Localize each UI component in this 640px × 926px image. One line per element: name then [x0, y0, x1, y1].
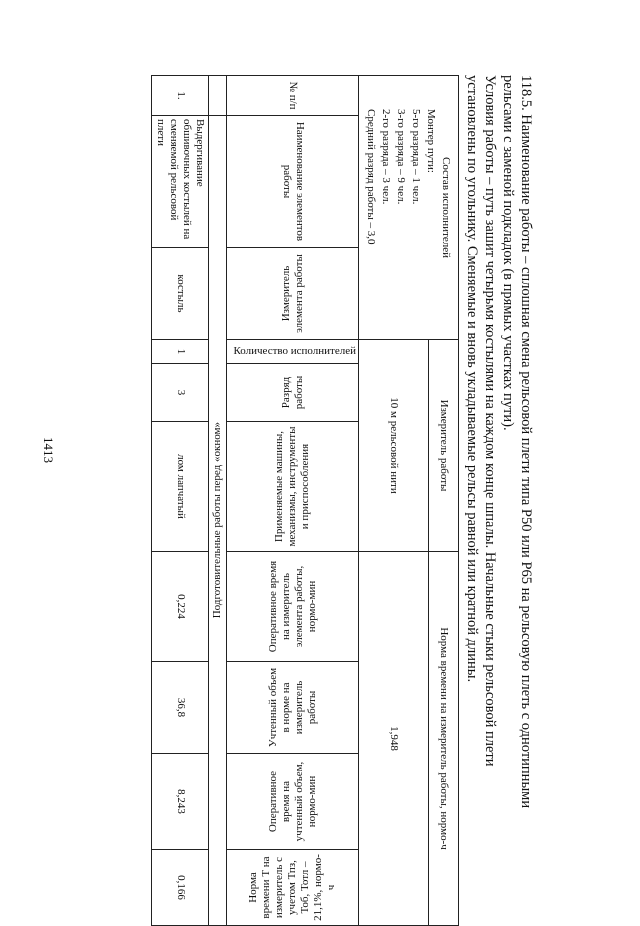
row-op-time: 0,224 — [152, 552, 209, 662]
crew-line: Монтер пути: — [425, 109, 438, 173]
col-op-time-header — [227, 552, 359, 662]
crew-cell — [359, 76, 459, 340]
intro-line-3: Условия работы – путь зашит четырьмя костылями на каждом конце шпалы. Начальные стыки рельсовой плети — [482, 75, 498, 767]
col-workers-header — [227, 340, 359, 364]
measure-header: Измеритель работы — [429, 340, 459, 552]
col-volume-header — [227, 662, 359, 754]
crew-header: Состав исполнителей — [440, 157, 453, 258]
col-elem-meter-header — [227, 248, 359, 340]
row-tools: лом лапчатый — [152, 422, 209, 552]
col-grade-header — [227, 364, 359, 422]
norm-header: Норма времени на измеритель работы, нормо-ч — [429, 552, 459, 926]
section-label: Подготовительные работы перед «окном» — [211, 422, 224, 619]
col-num-header: № п/п — [227, 76, 359, 116]
col-elem-meter-label: Измеритель элемента работы — [279, 254, 305, 333]
row-workers: 1 — [152, 340, 209, 364]
col-op-volume-label: Оперативное время на учтенный объем, нормо-мин — [266, 761, 318, 842]
crew-line: 5-го разряда – 1 чел. — [410, 109, 423, 205]
col-workers-label: Количество исполнителей — [233, 345, 356, 357]
row-name: Выдергивание обшивочных костылей на сменяемой рельсовой плети — [152, 116, 209, 248]
col-norm-label: Норма времени Т на измеритель с учетом Тпз, Тоб, Тотл – 21,1%, нормо-ч — [247, 854, 338, 921]
row-volume: 36,8 — [152, 662, 209, 754]
norm-value: 1,948 — [359, 552, 429, 926]
crew-line: Средний разряд работы – 3,0 — [365, 109, 378, 245]
col-name-header: Наименование элементов работы — [227, 116, 359, 248]
crew-line: 3-го разряда – 9 чел. — [395, 109, 408, 205]
row-norm: 0,166 — [152, 850, 209, 926]
col-op-volume-header — [227, 754, 359, 850]
page-number: 1413 — [41, 437, 56, 463]
col-tools-label: Применяемые машины, механизмы, инструменты и приспособления — [273, 426, 312, 547]
intro-text — [463, 75, 535, 925]
measure-value: 10 м рельсовой нити — [359, 340, 429, 552]
section-spacer — [209, 76, 227, 116]
intro-line-4: установлены по угольнику. Сменяемые и вновь укладываемые рельсы равной или кратной длины. — [464, 75, 480, 683]
col-norm-header — [227, 850, 359, 926]
document-body — [155, 75, 535, 925]
row-meter: костыль — [152, 248, 209, 340]
col-tools-header — [227, 422, 359, 552]
row-grade: 3 — [152, 364, 209, 422]
col-grade-label: Разряд работы — [279, 375, 305, 410]
intro-line-1: 118.5. Наименование работы – сплошная смена рельсовой плети типа Р50 или Р65 на рельсовую плеть с однотипными — [518, 75, 534, 809]
col-volume-label: Учтенный объем в норме на измеритель работы — [266, 667, 318, 748]
row-op-volume: 8,243 — [152, 754, 209, 850]
norm-table — [152, 75, 460, 926]
section-row — [209, 116, 227, 926]
crew-line: 2-го разряда – 3 чел. — [380, 109, 393, 205]
row-num: 1. — [152, 76, 209, 116]
col-op-time-label: Оперативное время на измеритель элемента работы, нормо-мин — [266, 560, 318, 653]
intro-line-2: рельсами с заменой подкладок (в прямых участках пути). — [500, 75, 516, 431]
